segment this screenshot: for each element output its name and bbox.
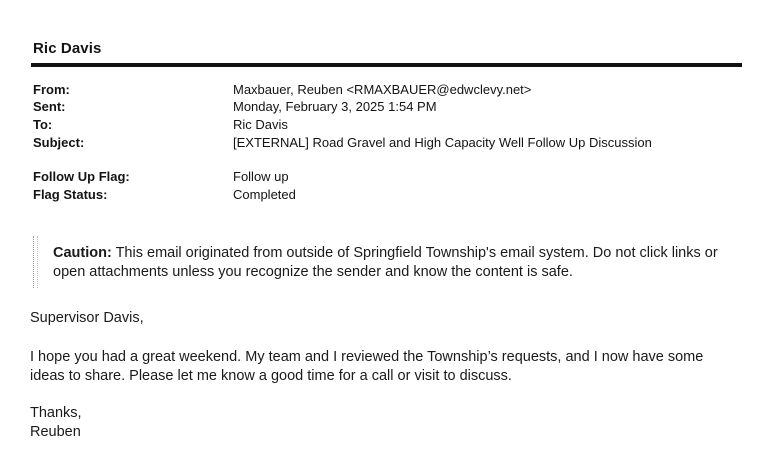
to-label: To: [33, 117, 53, 132]
to-value: Ric Davis [233, 117, 288, 132]
sent-label: Sent: [33, 99, 66, 114]
flag-status-label: Flag Status: [33, 187, 108, 202]
owner-name: Ric Davis [33, 40, 102, 57]
greeting: Supervisor Davis, [30, 310, 144, 326]
body-line-2: ideas to share. Please let me know a good time for a call or visit to discuss. [30, 368, 512, 384]
body-line-1: I hope you had a great weekend. My team and I reviewed the Township’s requests, and I now have some [30, 349, 704, 365]
sent-value: Monday, February 3, 2025 1:54 PM [233, 99, 437, 114]
subject-label: Subject: [33, 135, 85, 150]
follow-up-flag-label: Follow Up Flag: [33, 169, 130, 184]
caution-banner [53, 244, 753, 282]
caution-label: Caution: [53, 245, 112, 261]
caution-text: This email originated from outside of Springfield Township's email system. Do not click links or open attachments unless you recognize the sender and know the content is safe. [53, 245, 718, 280]
from-value: Maxbauer, Reuben <RMAXBAUER@edwclevy.net> [233, 82, 532, 97]
signature: Reuben [30, 424, 81, 440]
closing: Thanks, [30, 405, 82, 421]
subject-value: [EXTERNAL] Road Gravel and High Capacity Well Follow Up Discussion [233, 135, 652, 150]
header-rule [31, 63, 742, 67]
caution-bar [33, 236, 38, 288]
from-label: From: [33, 82, 70, 97]
flag-status-value: Completed [233, 187, 296, 202]
follow-up-flag-value: Follow up [233, 169, 289, 184]
